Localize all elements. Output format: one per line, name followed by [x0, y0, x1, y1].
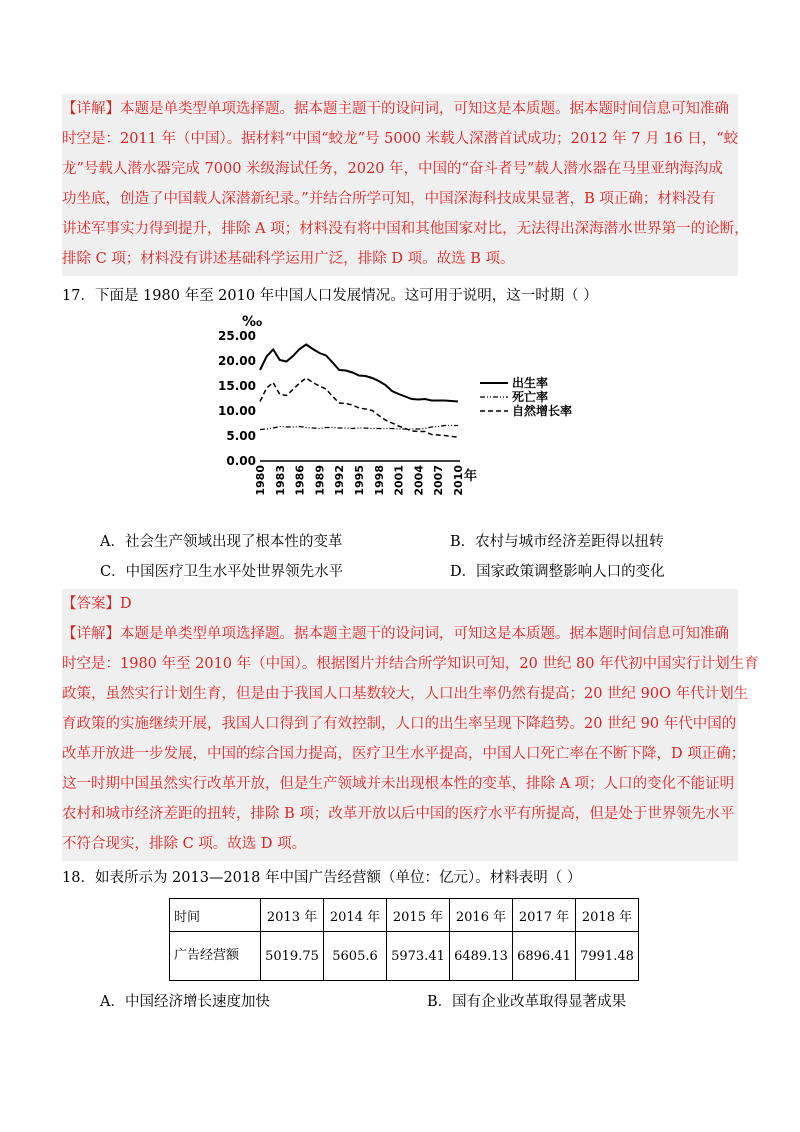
y-tick-label: 5.00 — [226, 429, 256, 443]
q17-option-b[interactable]: B．农村与城市经济差距得以扭转 — [450, 534, 664, 550]
q16-explain-line: 【详解】本题是单类型单项选择题。据本题主题干的设问词，可知这是本质题。据本题时间信息可知准确 — [62, 101, 729, 117]
q18-option-b[interactable]: B．国有企业改革取得显著成果 — [427, 994, 627, 1010]
q17-explain-line: 时空是：1980 年至 2010 年（中国）。根据图片并结合所学知识可知，20 世纪 80 年代初中国实行计划生育 — [62, 656, 759, 672]
x-tick-label: 2004 — [412, 465, 426, 496]
chart-ylabel: ‰ — [242, 314, 263, 330]
x-tick-label: 2010 — [452, 465, 465, 496]
q16-explanation — [62, 94, 749, 276]
y-tick-label: 15.00 — [218, 379, 256, 393]
table-row — [170, 932, 639, 981]
q17-answer-block — [62, 589, 759, 861]
natural-growth-line — [260, 378, 458, 437]
q16-explain-line: 时空是：2011 年（中国）。据材料“中国“蛟龙”号 5000 米载人深潜首试成功；2012 年 7 月 16 日，“蛟 — [62, 131, 739, 147]
x-tick-label: 1995 — [353, 465, 366, 496]
legend-death-label: 死亡率 — [512, 390, 549, 404]
ad-revenue-table — [169, 898, 639, 981]
table-header-cell: 2015 年 — [387, 899, 450, 932]
table-cell: 7991.48 — [576, 932, 639, 981]
q17-explain-line: 【详解】本题是单类型单项选择题。据本题主题干的设问词，可知这是本质题。据本题时间信息可知准确 — [62, 626, 729, 642]
legend-birth-label: 出生率 — [512, 376, 549, 390]
q17-explain-line: 政策，虽然实行计划生育，但是由于我国人口基数较大，人口出生率仍然有提高；20 世纪 90O 年代计划生 — [62, 686, 749, 702]
x-tick-label: 2001 — [392, 465, 406, 496]
table-header-cell: 2014 年 — [324, 899, 387, 932]
table-header-cell: 2017 年 — [513, 899, 576, 932]
y-tick-label: 10.00 — [218, 404, 256, 418]
x-tick-label: 2007 — [432, 465, 446, 496]
y-tick-label: 0.00 — [226, 454, 256, 468]
x-tick-label: 1980 — [254, 465, 267, 496]
q17-option-d[interactable]: D．国家政策调整影响人口的变化 — [450, 564, 665, 580]
q16-explain-line: 讲述军事实力得到提升，排除 A 项；材料没有将中国和其他国家对比，无法得出深海潜水世界第一的论断， — [62, 221, 749, 237]
q17-option-c[interactable]: C．中国医疗卫生水平处世界领先水平 — [100, 564, 344, 580]
q17-explain-line: 这一时期中国虽然实行改革开放，但是生产领域并未出现根本性的变革，排除 A 项；人口的变化不能证明 — [62, 776, 735, 792]
q18-option-a[interactable]: A．中国经济增长速度加快 — [100, 994, 270, 1010]
table-header-cell: 时间 — [170, 899, 261, 932]
table-cell: 5973.41 — [387, 932, 450, 981]
q17-explain-line: 不符合现实，排除 C 项。故选 D 项。 — [62, 836, 307, 852]
q17-answer: 【答案】D — [62, 596, 132, 612]
table-cell: 5019.75 — [261, 932, 324, 981]
legend-growth-label: 自然增长率 — [512, 404, 573, 418]
y-tick-label: 20.00 — [218, 354, 256, 368]
table-header-cell: 2018 年 — [576, 899, 639, 932]
q16-explain-line: 功坐底，创造了中国载人深潜新纪录。”并结合所学可知，中国深海科技成果显著，B 项正确；材料没有 — [62, 191, 716, 207]
death-rate-line — [260, 426, 458, 430]
q17-stem: 17．下面是 1980 年至 2010 年中国人口发展情况。这可用于说明，这一时期（ ） — [62, 288, 598, 304]
x-tick-label: 1992 — [333, 465, 347, 496]
q16-explain-line: 排除 C 项；材料没有讲述基础科学运用广泛，排除 D 项。故选 B 项。 — [62, 251, 515, 267]
table-header-cell: 2016 年 — [450, 899, 513, 932]
x-tick-label: 1983 — [273, 465, 287, 496]
q16-explain-line: 龙”号载人潜水器完成 7000 米级海试任务，2020 年，中国的“奋斗者号”载人潜水器在马里亚纳海沟成 — [62, 161, 723, 177]
table-header-cell: 2013 年 — [261, 899, 324, 932]
chart-legend — [480, 375, 572, 418]
q17-explain-line: 改革开放进一步发展，中国的综合国力提高，医疗卫生水平提高，中国人口死亡率在不断下降，D 项正确； — [62, 746, 746, 762]
table-cell: 6896.41 — [513, 932, 576, 981]
x-tick-label: 1989 — [313, 465, 327, 496]
x-tick-label: 1998 — [372, 465, 386, 496]
table-cell: 5605.6 — [324, 932, 387, 981]
q17-explain-line: 育政策的实施继续开展，我国人口得到了有效控制，人口的出生率呈现下降趋势。20 世纪 90 年代中国的 — [62, 716, 737, 732]
q17-option-a[interactable]: A．社会生产领域出现了根本性的变革 — [100, 534, 343, 550]
table-row-label: 广告经营额 — [170, 932, 261, 981]
x-tick-label: 1986 — [293, 465, 307, 496]
y-tick-label: 25.00 — [218, 329, 256, 343]
q18-stem: 18．如表所示为 2013—2018 年中国广告经营额（单位：亿元）。材料表明（ ） — [62, 870, 582, 886]
chart-xlabel: 年 — [464, 469, 478, 484]
q17-explain-line: 农村和城市经济差距的扭转，排除 B 项；改革开放以后中国的医疗水平有所提高，但是处于世界领先水平 — [62, 806, 735, 822]
table-header-row — [170, 899, 639, 932]
population-chart — [218, 308, 573, 498]
table-cell: 6489.13 — [450, 932, 513, 981]
